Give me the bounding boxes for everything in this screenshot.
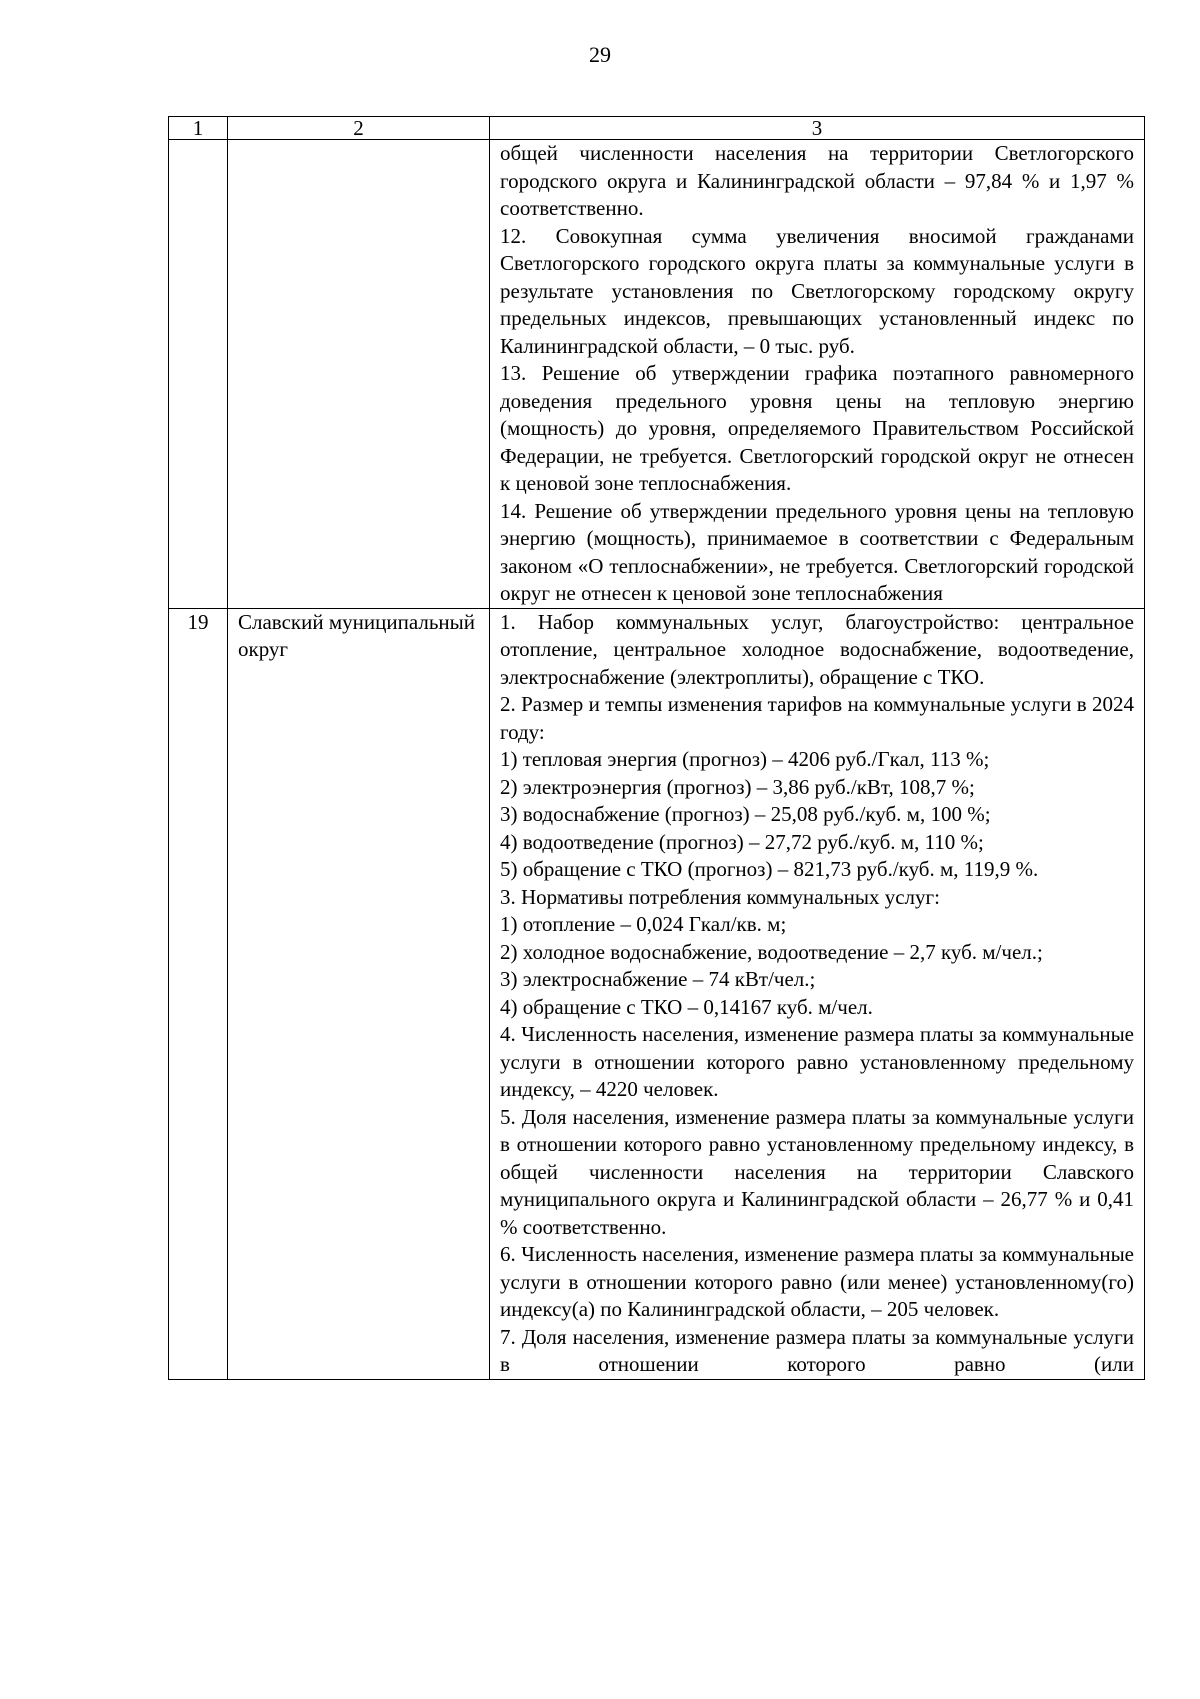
list-item: 4) обращение с ТКО – 0,14167 куб. м/чел. (500, 994, 873, 1019)
row-number (169, 140, 228, 609)
row-name (228, 140, 490, 609)
header-col-1: 1 (169, 117, 228, 140)
table-row (169, 140, 1145, 609)
list-item: 2) холодное водоснабжение, водоотведение – 2,7 куб. м/чел.; (500, 939, 1043, 964)
list-item: 1) тепловая энергия (прогноз) – 4206 руб./Гкал, 113 %; (500, 747, 990, 771)
table-row (169, 608, 1145, 1379)
row-content (490, 140, 1145, 609)
paragraph: 7. Доля населения, изменение размера платы за коммунальные услуги в отношении которого равно (или (500, 1324, 1134, 1376)
list-item: 4) водоотведение (прогноз) – 27,72 руб./куб. м, 110 %; (500, 829, 984, 854)
paragraph: 6. Численность населения, изменение размера платы за коммунальные услуги в отношении которого равно (или менее) установленному(го) индексу(а) по Калининградской области, – 205 человек. (500, 1242, 1134, 1321)
paragraph: 5. Доля населения, изменение размера платы за коммунальные услуги в отношении которого равно установленному предельному индексу, в общей численности населения на территории Славского муниципального округа и Калининградской области – 26,77 % и 0,41 % соответственно. (500, 1104, 1134, 1239)
header-col-2: 2 (228, 117, 490, 140)
table-header-row (169, 117, 1145, 140)
paragraph: 2. Размер и темпы изменения тарифов на коммунальные услуги в 2024 году: (500, 692, 1134, 744)
list-item: 1) отопление – 0,024 Гкал/кв. м; (500, 912, 787, 936)
page-number: 29 (589, 42, 611, 67)
list-item: 3) электроснабжение – 74 кВт/чел.; (500, 967, 816, 991)
document-table (168, 116, 1145, 1380)
paragraph: 3. Нормативы потребления коммунальных услуг: (500, 884, 940, 909)
row-name: Славский муниципальный округ (228, 608, 490, 1379)
paragraph: 1. Набор коммунальных услуг, благоустройство: центральное отопление, центральное холодное водоснабжение, водоотведение, электроснабжение (электроплиты), обращение с ТКО. (500, 609, 1134, 689)
row-number: 19 (169, 608, 228, 1379)
paragraph: 13. Решение об утверждении графика поэтапного равномерного доведения предельного уровня цены на тепловую энергию (мощность) до уровня, определяемого Правительством Российской Федерации, не требуется. Светлогорский городской округ не отнесен к ценовой зоне теплоснабжения. (500, 361, 1134, 495)
paragraph: 14. Решение об утверждении предельного уровня цены на тепловую энергию (мощность), принимаемое в соответствии с Федеральным законом «О теплоснабжении», не требуется. Светлогорский городской округ не отнесен к ценовой зоне теплоснабжения (500, 498, 1134, 605)
header-col-3: 3 (490, 117, 1145, 140)
paragraph: 4. Численность населения, изменение размера платы за коммунальные услуги в отношении которого равно установленному предельному индексу, – 4220 человек. (500, 1022, 1134, 1101)
list-item: 2) электроэнергия (прогноз) – 3,86 руб./кВт, 108,7 %; (500, 774, 975, 799)
list-item: 5) обращение с ТКО (прогноз) – 821,73 руб./куб. м, 119,9 %. (500, 857, 1039, 881)
list-item: 3) водоснабжение (прогноз) – 25,08 руб./куб. м, 100 %; (500, 802, 991, 826)
paragraph: общей численности населения на территории Светлогорского городского округа и Калининградской области – 97,84 % и 1,97 % соответственно. (500, 141, 1134, 220)
row-content (490, 608, 1145, 1379)
paragraph: 12. Совокупная сумма увеличения вносимой гражданами Светлогорского городского округа платы за коммунальные услуги в результате установления по Светлогорскому городскому округу предельных индексов, превышающих установленный индекс по Калининградской области, – 0 тыс. руб. (500, 223, 1134, 358)
